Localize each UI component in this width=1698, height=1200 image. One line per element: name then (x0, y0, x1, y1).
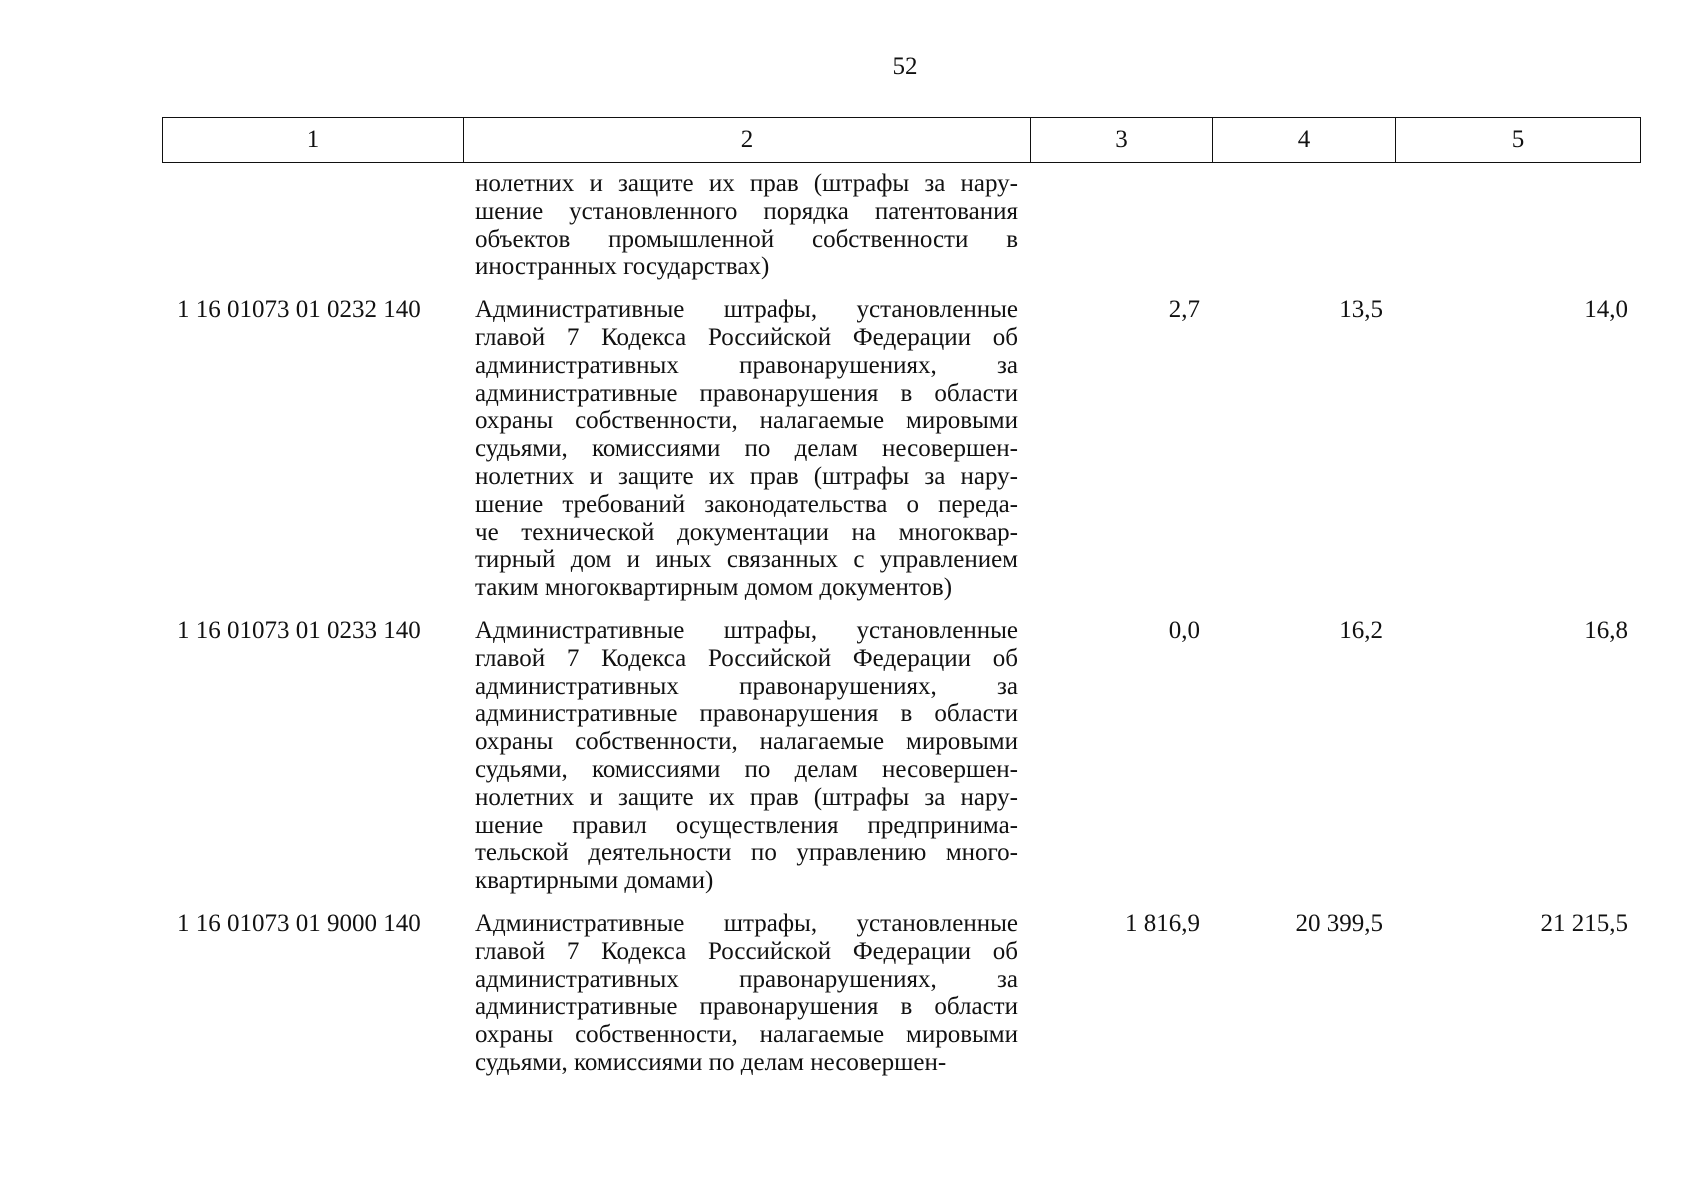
description-line: охраны собственности, налагаемые мировыми (475, 1021, 1018, 1049)
header-col-2: 2 (464, 118, 1031, 163)
description-line: охраны собственности, налагаемые мировыми (475, 728, 1018, 756)
cell-col4 (1212, 170, 1395, 281)
table-row (162, 170, 1640, 281)
cell-col5: 16,8 (1584, 616, 1628, 644)
header-col-1: 1 (163, 118, 464, 163)
description-line: Административные штрафы, установленные (475, 909, 1018, 937)
description-line: шение требований законодательства о переда- (475, 490, 1018, 518)
cell-col3: 2,7 (1168, 296, 1200, 324)
description-line: административных правонарушениях, за (475, 351, 1018, 379)
description-line: охраны собственности, налагаемые мировыми (475, 407, 1018, 435)
cell-code (162, 170, 463, 281)
header-col-4: 4 (1213, 118, 1396, 163)
cell-description (463, 170, 1030, 281)
description-line: тельской деятельности по управлению много- (475, 839, 1018, 867)
page-number: 52 (892, 53, 918, 80)
description-line: административных правонарушениях, за (475, 672, 1018, 700)
description-line: судьями, комиссиями по делам несовершен- (475, 755, 1018, 783)
cell-description (463, 895, 1030, 1077)
description-line: квартирными домами) (475, 867, 714, 895)
description-line: Административные штрафы, установленные (475, 296, 1018, 324)
cell-col3 (1030, 170, 1212, 281)
description-line: шение установленного порядка патентования (475, 197, 1018, 225)
description-line: судьями, комиссиями по делам несовершен- (475, 435, 1018, 463)
description-line: Административные штрафы, установленные (475, 616, 1018, 644)
description-line: административные правонарушения в области (475, 993, 1018, 1021)
description-line: таким многоквартирным домом документов) (475, 574, 953, 602)
description-line: главой 7 Кодекса Российской Федерации об (475, 323, 1018, 351)
description-line: административные правонарушения в области (475, 700, 1018, 728)
cell-col3: 0,0 (1168, 616, 1200, 644)
cell-col5: 14,0 (1584, 296, 1628, 324)
cell-description (463, 281, 1030, 602)
cell-col4: 13,5 (1339, 296, 1383, 324)
description-line: тирный дом и иных связанных с управлением (475, 546, 1018, 574)
cell-col4: 20 399,5 (1295, 909, 1383, 937)
description-line: судьями, комиссиями по делам несовершен- (475, 1048, 947, 1076)
description-line: иностранных государствах) (475, 253, 770, 281)
header-row (163, 118, 1641, 163)
cell-col3: 1 816,9 (1125, 909, 1200, 937)
table-header (162, 117, 1641, 163)
cell-col4: 16,2 (1339, 616, 1383, 644)
cell-code: 1 16 01073 01 9000 140 (177, 909, 421, 937)
description-line: главой 7 Кодекса Российской Федерации об (475, 644, 1018, 672)
table-row (162, 281, 1640, 602)
header-col-3: 3 (1031, 118, 1213, 163)
description-line: административных правонарушениях, за (475, 965, 1018, 993)
table-rows (162, 170, 1640, 1077)
description-line: че технической документации на многоквар- (475, 518, 1018, 546)
cell-col5: 21 215,5 (1540, 909, 1628, 937)
cell-col5 (1395, 170, 1640, 281)
description-line: главой 7 Кодекса Российской Федерации об (475, 937, 1018, 965)
table-row (162, 895, 1640, 1077)
description-line: нолетних и защите их прав (штрафы за нару- (475, 462, 1018, 490)
header-col-5: 5 (1396, 118, 1641, 163)
cell-code: 1 16 01073 01 0232 140 (177, 296, 421, 324)
description-line: шение правил осуществления предпринима- (475, 811, 1018, 839)
table-row (162, 602, 1640, 895)
description-line: нолетних и защите их прав (штрафы за нару- (475, 170, 1018, 197)
description-line: объектов промышленной собственности в (475, 225, 1018, 253)
table-body (162, 170, 1640, 1077)
description-line: административные правонарушения в области (475, 379, 1018, 407)
description-line: нолетних и защите их прав (штрафы за нару- (475, 783, 1018, 811)
cell-code: 1 16 01073 01 0233 140 (177, 616, 421, 644)
cell-description (463, 602, 1030, 895)
